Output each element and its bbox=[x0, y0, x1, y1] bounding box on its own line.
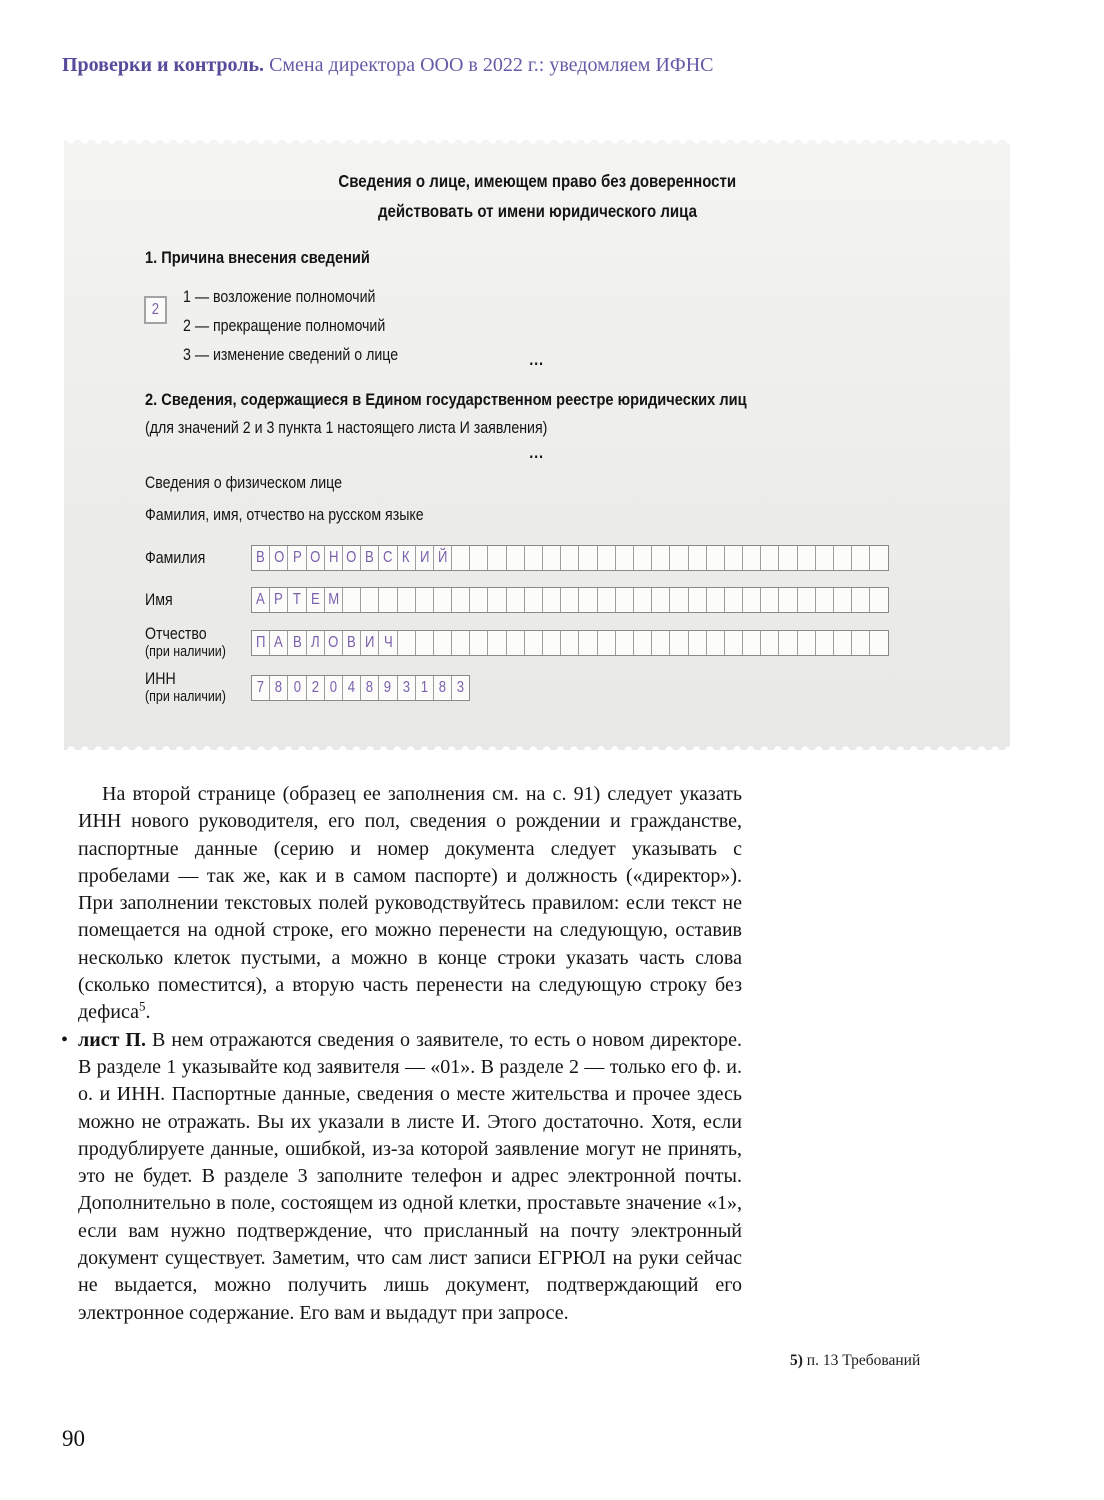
form-cell bbox=[616, 631, 634, 655]
form-cell: С bbox=[379, 546, 397, 570]
ellipsis: ... bbox=[529, 443, 545, 462]
running-head bbox=[62, 52, 714, 78]
form-cell: О bbox=[343, 546, 361, 570]
field-row-patronymic bbox=[145, 626, 889, 660]
form-cell bbox=[870, 588, 887, 612]
form-cell: В bbox=[288, 631, 306, 655]
form-cell bbox=[689, 631, 707, 655]
form-cell: К bbox=[398, 546, 416, 570]
field-label: ИНН (при наличии) bbox=[145, 670, 226, 705]
form-cell: Л bbox=[307, 631, 325, 655]
form-cell bbox=[398, 588, 416, 612]
reason-code-checkbox bbox=[144, 296, 167, 324]
form-cell bbox=[598, 588, 616, 612]
letter-cells-firstname bbox=[251, 587, 889, 613]
form-cell bbox=[616, 588, 634, 612]
form-cell bbox=[816, 546, 834, 570]
option-line: 1 — возложение полномочий bbox=[183, 288, 376, 306]
form-cell: Н bbox=[325, 546, 343, 570]
form-cell bbox=[452, 588, 470, 612]
form-cell bbox=[743, 546, 761, 570]
form-cell: 7 bbox=[252, 676, 270, 700]
form-cell: Е bbox=[307, 588, 325, 612]
letter-cells-surname bbox=[251, 545, 889, 571]
form-cell: 9 bbox=[379, 676, 397, 700]
bullet-marker: • bbox=[61, 1028, 69, 1051]
form-cell bbox=[852, 588, 870, 612]
footnote-text: п. 13 Требований bbox=[806, 1352, 921, 1369]
person-info-heading: Сведения о физическом лице bbox=[145, 474, 343, 492]
running-head-rubric: Проверки и контроль. bbox=[62, 54, 265, 76]
footnote-marker: 5) bbox=[790, 1352, 803, 1369]
form-cell bbox=[852, 546, 870, 570]
field-label: Фамилия bbox=[145, 548, 206, 567]
form-cell bbox=[543, 546, 561, 570]
form-cell bbox=[743, 588, 761, 612]
form-cell: О bbox=[307, 546, 325, 570]
form-cell bbox=[507, 588, 525, 612]
form-cell bbox=[507, 631, 525, 655]
form-cell: Р bbox=[270, 588, 288, 612]
form-cell bbox=[561, 588, 579, 612]
form-cell bbox=[670, 588, 688, 612]
form-cell bbox=[488, 631, 506, 655]
form-cell bbox=[488, 588, 506, 612]
form-cell bbox=[434, 631, 452, 655]
form-cell bbox=[689, 546, 707, 570]
form-section2-subheading: (для значений 2 и 3 пункта 1 настоящего листа И заявления) bbox=[145, 419, 548, 437]
form-cell bbox=[634, 546, 652, 570]
form-cell: В bbox=[343, 631, 361, 655]
form-cell bbox=[634, 631, 652, 655]
sample-form-box bbox=[64, 140, 1010, 750]
paragraph: На второй странице (образец ее заполнения см. на с. 91) следует указать ИНН нового руководителя, его пол, сведения о рождении и гражданстве, паспортные данные (серию и номер документа следует указывать с пробелами — так же, как и в самом паспорте) и должность («директор»). При заполнении текстовых полей руководствуйтесь правилом: если текст не помещается на одной строке, его можно перенести на следующую, оставив несколько клеток пустыми, а можно в конце строки указать часть слова (сколько поместится), а вторую часть перенести на следующую строку без дефиса$^5$. bbox=[78, 783, 742, 1024]
form-cell: 8 bbox=[361, 676, 379, 700]
paragraph-bullet: • лист П. В нем отражаются сведения о заявителе, то есть о новом директоре. В разделе 1 указывайте код заявителя — «01». В разделе 2 — только его ф. и. о. и ИНН. Паспортные данные, сведения о месте жительства и прочее здесь можно не отражать. Вы их указали в листе И. Этого достаточно. Хотя, если продублируете данные, ошибкой, из-за которой заявление могут не принять, это не будет. В разделе 3 заполните телефон и адрес электронной почты. Дополнительно в поле, состоящем из одной клетки, проставьте значение «1», если вам нужно подтверждение, что присланный на почту электронный документ существует. Заметим, что сам лист записи ЕГРЮЛ на руки сейчас не выдается, можно получить лишь документ, подтверждающий его электронное содержание. Его вам и выдадут при запросе. bbox=[61, 1028, 742, 1324]
form-cell bbox=[852, 631, 870, 655]
form-cell bbox=[707, 546, 725, 570]
form-cell bbox=[779, 631, 797, 655]
form-cell: И bbox=[361, 631, 379, 655]
form-cell bbox=[761, 588, 779, 612]
running-head-title: Смена директора ООО в 2022 г.: уведомляем ИФНС bbox=[269, 54, 714, 76]
form-cell bbox=[652, 631, 670, 655]
form-cell bbox=[579, 588, 597, 612]
form-title-line1: Сведения о лице, имеющем право без доверенности bbox=[338, 171, 736, 191]
form-cell bbox=[670, 631, 688, 655]
footnote-reference: 5 bbox=[138, 998, 146, 1014]
form-cell bbox=[652, 588, 670, 612]
form-cell bbox=[452, 631, 470, 655]
form-cell bbox=[743, 631, 761, 655]
form-cell bbox=[598, 546, 616, 570]
form-cell bbox=[779, 546, 797, 570]
form-section2-heading: 2. Сведения, содержащиеся в Едином государственном реестре юридических лиц bbox=[145, 390, 747, 409]
form-cell bbox=[761, 631, 779, 655]
form-cell bbox=[798, 631, 816, 655]
form-cell bbox=[543, 588, 561, 612]
form-cell: 2 bbox=[307, 676, 325, 700]
form-cell bbox=[488, 546, 506, 570]
form-cell bbox=[707, 588, 725, 612]
form-cell: 0 bbox=[325, 676, 343, 700]
form-cell: Й bbox=[434, 546, 452, 570]
form-cell bbox=[561, 631, 579, 655]
form-cell: Ч bbox=[379, 631, 397, 655]
form-cell: А bbox=[252, 588, 270, 612]
form-cell: 1 bbox=[416, 676, 434, 700]
field-row-surname bbox=[145, 545, 889, 571]
form-cell bbox=[598, 631, 616, 655]
form-cell bbox=[416, 631, 434, 655]
field-sublabel: (при наличии) bbox=[145, 689, 226, 705]
letter-cells-patronymic bbox=[251, 630, 889, 656]
form-cell bbox=[507, 546, 525, 570]
article-body bbox=[61, 781, 742, 1327]
form-cell bbox=[798, 546, 816, 570]
option-line: 2 — прекращение полномочий bbox=[183, 317, 386, 335]
form-cell bbox=[398, 631, 416, 655]
form-cell bbox=[452, 546, 470, 570]
form-cell: 0 bbox=[288, 676, 306, 700]
form-cell bbox=[416, 588, 434, 612]
form-cell bbox=[689, 588, 707, 612]
form-cell bbox=[834, 588, 852, 612]
form-cell: 8 bbox=[434, 676, 452, 700]
form-cell bbox=[870, 546, 887, 570]
form-cell bbox=[579, 546, 597, 570]
form-title bbox=[64, 166, 1010, 226]
form-cell bbox=[634, 588, 652, 612]
digit-cells-inn bbox=[251, 675, 470, 701]
form-title-line2: действовать от имени юридического лица bbox=[377, 201, 697, 221]
form-cell bbox=[343, 588, 361, 612]
form-cell: 3 bbox=[452, 676, 469, 700]
form-cell: Р bbox=[288, 546, 306, 570]
form-cell bbox=[725, 546, 743, 570]
form-cell bbox=[834, 631, 852, 655]
page-number: 90 bbox=[62, 1426, 85, 1451]
form-cell: В bbox=[361, 546, 379, 570]
form-cell bbox=[870, 631, 887, 655]
form-cell: В bbox=[252, 546, 270, 570]
form-cell: 3 bbox=[398, 676, 416, 700]
form-cell bbox=[543, 631, 561, 655]
option-line: 3 — изменение сведений о лице bbox=[183, 346, 399, 364]
fio-heading: Фамилия, имя, отчество на русском языке bbox=[145, 506, 424, 524]
form-section1-heading: 1. Причина внесения сведений bbox=[145, 248, 370, 267]
form-cell bbox=[834, 546, 852, 570]
form-cell bbox=[779, 588, 797, 612]
form-cell bbox=[525, 588, 543, 612]
form-cell: И bbox=[416, 546, 434, 570]
form-cell bbox=[707, 631, 725, 655]
form-cell: 4 bbox=[343, 676, 361, 700]
form-cell: О bbox=[270, 546, 288, 570]
form-cell bbox=[525, 546, 543, 570]
form-cell bbox=[652, 546, 670, 570]
form-cell bbox=[470, 631, 488, 655]
field-label: Имя bbox=[145, 590, 173, 609]
form-cell bbox=[579, 631, 597, 655]
form-cell bbox=[725, 631, 743, 655]
form-cell bbox=[816, 588, 834, 612]
form-cell bbox=[470, 546, 488, 570]
form-cell: 8 bbox=[270, 676, 288, 700]
form-cell bbox=[798, 588, 816, 612]
ellipsis: ... bbox=[529, 350, 545, 369]
form-cell bbox=[816, 631, 834, 655]
form-cell: О bbox=[325, 631, 343, 655]
form-cell: М bbox=[325, 588, 343, 612]
form-cell bbox=[670, 546, 688, 570]
form-cell bbox=[616, 546, 634, 570]
form-cell: Т bbox=[288, 588, 306, 612]
form-cell: А bbox=[270, 631, 288, 655]
form-cell bbox=[434, 588, 452, 612]
field-row-inn bbox=[145, 671, 470, 705]
form-cell bbox=[561, 546, 579, 570]
reason-code-value: 2 bbox=[151, 301, 160, 318]
form-cell bbox=[361, 588, 379, 612]
form-cell bbox=[725, 588, 743, 612]
bullet-lead: лист П. bbox=[78, 1028, 146, 1051]
field-row-firstname bbox=[145, 587, 889, 613]
field-sublabel: (при наличии) bbox=[145, 644, 226, 660]
margin-footnote bbox=[790, 1352, 920, 1370]
form-cell: П bbox=[252, 631, 270, 655]
field-label: Отчество (при наличии) bbox=[145, 625, 226, 660]
form-cell bbox=[379, 588, 397, 612]
form-cell bbox=[525, 631, 543, 655]
form-cell bbox=[761, 546, 779, 570]
form-cell bbox=[470, 588, 488, 612]
